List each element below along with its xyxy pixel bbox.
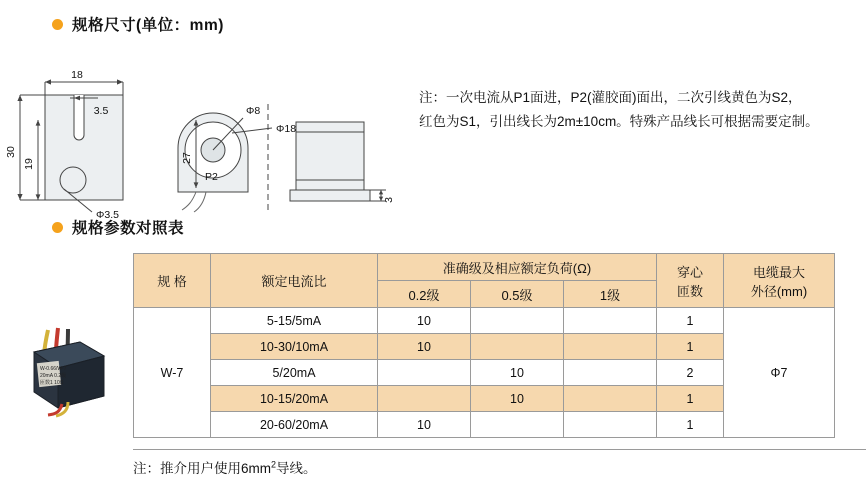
face-label-p2: P2 <box>205 171 218 183</box>
cell-class-02: 10 <box>378 412 471 438</box>
cell-ratio: 5-15/5mA <box>211 308 378 334</box>
spec-table-container <box>133 253 835 438</box>
bottom-divider <box>133 449 866 450</box>
spec-table-head <box>134 254 835 308</box>
section-title-dimensions: 规格尺寸(单位：mm) <box>72 17 224 34</box>
cell-ratio: 5/20mA <box>211 360 378 386</box>
cell-class-1 <box>564 308 657 334</box>
header-turns <box>657 254 724 308</box>
spec-table-body <box>134 308 835 438</box>
bottom-note-prefix: 注：推介用户使用6mm <box>133 461 271 476</box>
photo-label-line1: W-0.66/W-7 <box>40 366 67 372</box>
cell-class-05: 10 <box>471 386 564 412</box>
section-heading-dimensions <box>52 13 224 35</box>
bullet-icon <box>52 222 63 233</box>
cell-class-1 <box>564 334 657 360</box>
product-photo <box>18 320 122 416</box>
cell-turns: 1 <box>657 308 724 334</box>
bottom-note-superscript: 2 <box>271 459 277 470</box>
header-turns-line1: 穿心 <box>676 264 703 280</box>
drawing-svg <box>0 40 420 221</box>
cell-class-02: 10 <box>378 334 471 360</box>
cell-class-05 <box>471 334 564 360</box>
header-ratio: 额定电流比 <box>211 254 378 308</box>
cell-class-05: 10 <box>471 360 564 386</box>
table-header-row-1 <box>134 254 835 281</box>
cell-class-05 <box>471 412 564 438</box>
dim-label-height-30: 30 <box>5 146 17 158</box>
cell-ratio: 10-15/20mA <box>211 386 378 412</box>
dim-label-width-18: 18 <box>71 69 83 81</box>
cell-class-1 <box>564 386 657 412</box>
dimension-drawing <box>0 40 420 221</box>
header-spec: 规 格 <box>134 254 211 308</box>
dim-label-slot-3-5: 3.5 <box>93 105 109 117</box>
cell-turns: 2 <box>657 360 724 386</box>
dim-label-outer-18: Φ18 <box>276 123 297 135</box>
cell-class-05 <box>471 308 564 334</box>
section-heading-table <box>52 216 184 238</box>
header-class-02: 0.2级 <box>378 281 471 308</box>
drawing-note-line2: 红色为S1，引出线长为2m±10cm。特殊产品线长可根据需要定制。 <box>419 114 819 129</box>
cell-turns: 1 <box>657 334 724 360</box>
header-accuracy-group: 准确级及相应额定负荷(Ω) <box>378 254 657 281</box>
cell-ratio: 20-60/20mA <box>211 412 378 438</box>
dim-label-27: 27 <box>181 152 193 164</box>
header-dia-line2: 外径(mm) <box>750 283 808 299</box>
dim-label-thickness-3: 3 <box>383 197 395 203</box>
cell-class-02 <box>378 360 471 386</box>
cell-ratio: 10-30/10mA <box>211 334 378 360</box>
header-class-05: 0.5级 <box>471 281 564 308</box>
photo-label-line2: 20mA 0.2级 <box>40 373 67 379</box>
section-title-table: 规格参数对照表 <box>72 220 185 237</box>
drawing-note <box>419 86 839 134</box>
header-class-1: 1级 <box>564 281 657 308</box>
bottom-note-suffix: 导线。 <box>276 461 317 476</box>
bullet-icon <box>52 19 63 30</box>
product-photo-svg <box>18 320 122 416</box>
spec-table <box>133 253 835 438</box>
cell-spec-value: W-7 <box>134 308 211 438</box>
header-cable-diameter <box>724 254 835 308</box>
header-dia-line1: 电缆最大 <box>752 264 805 280</box>
cell-turns: 1 <box>657 386 724 412</box>
dim-label-hole-8: Φ8 <box>246 105 261 117</box>
photo-label-line3: 匝数1 10Ω <box>40 380 64 386</box>
dim-label-hole-3-5: Φ3.5 <box>96 209 119 221</box>
table-row <box>134 308 835 334</box>
cell-class-02: 10 <box>378 308 471 334</box>
cell-class-02 <box>378 386 471 412</box>
drawing-note-line1: 注：一次电流从P1面进，P2(灌胶面)面出，二次引线黄色为S2， <box>419 90 802 105</box>
cell-class-1 <box>564 412 657 438</box>
cell-class-1 <box>564 360 657 386</box>
cell-cable-diameter: Φ7 <box>724 308 835 438</box>
dim-label-height-19: 19 <box>23 158 35 170</box>
header-turns-line2: 匝数 <box>676 283 703 299</box>
bottom-note <box>133 457 317 477</box>
cell-turns: 1 <box>657 412 724 438</box>
